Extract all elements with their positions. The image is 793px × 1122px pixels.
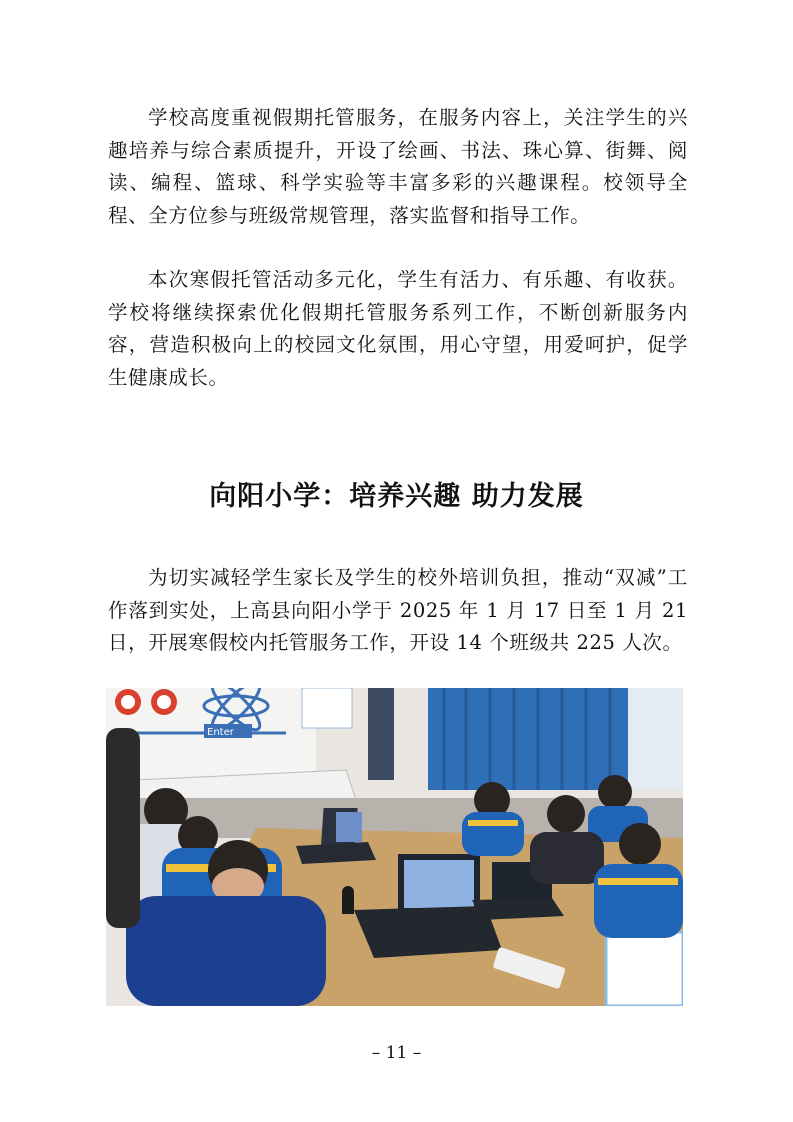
classroom-photo (106, 688, 683, 1006)
section-heading: 向阳小学：培养兴趣 助力发展 (209, 481, 584, 512)
body-paragraph: 学校高度重视假期托管服务，在服务内容上，关注学生的兴趣培养与综合素质提升，开设了绘画、书法、珠心算、街舞、阅读、编程、篮球、科学实验等丰富多彩的兴趣课程。校领导全程、全方位参与班级常规管理，落实监督和指导工作。 (108, 106, 688, 227)
wall-sign-text: Enter (207, 727, 234, 738)
page-number: – 11 – (371, 1043, 422, 1063)
body-paragraph: 本次寒假托管活动多元化，学生有活力、有乐趣、有收获。学校将继续探索优化假期托管服务系列工作，不断创新服务内容，营造积极向上的校园文化氛围，用心守望，用爱呵护，促学生健康成长。 (108, 268, 688, 389)
body-paragraph: 为切实减轻学生家长及学生的校外培训负担，推动“双减”工作落到实处，上高县向阳小学于 2025 年 1 月 17 日至 1 月 21 日，开展寒假校内托管服务工作，开设 14 个班级共 225 人次。 (108, 566, 688, 654)
